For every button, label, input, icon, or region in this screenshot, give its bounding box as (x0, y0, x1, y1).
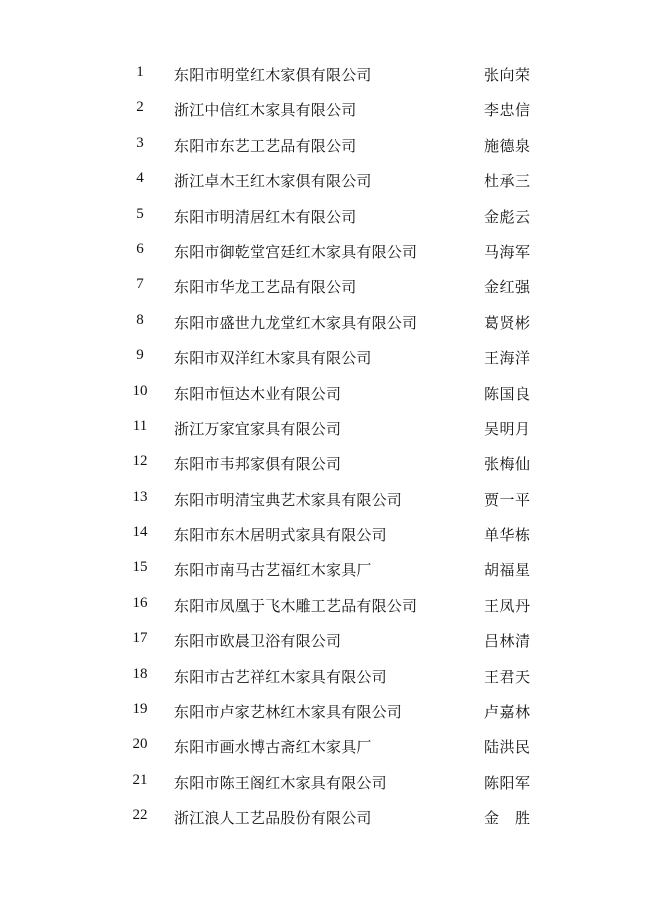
company-name: 东阳市明清居红木有限公司 (174, 207, 357, 226)
row-number: 15 (132, 559, 148, 576)
row-number: 6 (136, 240, 144, 257)
company-name: 浙江中信红木家具有限公司 (174, 101, 357, 120)
row-number: 10 (132, 382, 148, 399)
company-name: 东阳市南马古艺福红木家具厂 (174, 561, 372, 580)
person-name: 胡福星 (484, 561, 531, 580)
row-number: 22 (132, 807, 148, 824)
person-name: 杜承三 (484, 172, 531, 191)
company-name: 东阳市华龙工艺品有限公司 (174, 278, 357, 297)
row-number: 12 (132, 453, 148, 470)
company-name: 东阳市明堂红木家俱有限公司 (174, 66, 372, 84)
list-row (0, 482, 670, 517)
person-name: 单华栋 (484, 526, 531, 545)
row-number: 4 (136, 170, 144, 187)
person-name: 张梅仙 (484, 455, 531, 474)
person-name: 陈国良 (484, 384, 531, 403)
company-name: 浙江浪人工艺品股份有限公司 (174, 809, 372, 828)
person-name: 王君天 (484, 667, 531, 686)
row-number: 7 (136, 276, 144, 293)
company-name: 东阳市东木居明式家具有限公司 (174, 526, 387, 545)
person-name: 金彪云 (484, 207, 531, 226)
list-row (0, 729, 670, 764)
row-number: 17 (132, 630, 148, 647)
company-name: 浙江卓木王红木家俱有限公司 (174, 172, 372, 191)
list-row (0, 623, 670, 658)
list-row (0, 588, 670, 623)
row-number: 14 (132, 524, 148, 541)
company-name: 东阳市陈王阁红木家具有限公司 (174, 773, 387, 792)
list-row (0, 376, 670, 411)
company-name: 东阳市东艺工艺品有限公司 (174, 136, 357, 155)
person-name: 葛贤彬 (484, 313, 531, 332)
row-number: 19 (132, 701, 148, 718)
list-row (0, 269, 670, 304)
row-number: 18 (132, 665, 148, 682)
row-number: 21 (132, 771, 148, 788)
company-name: 东阳市凤凰于飞木雕工艺品有限公司 (174, 596, 418, 615)
list-row (0, 305, 670, 340)
person-name: 贾一平 (484, 490, 531, 509)
list-row (0, 552, 670, 587)
company-name: 东阳市明清宝典艺术家具有限公司 (174, 490, 403, 509)
company-name: 浙江万家宜家具有限公司 (174, 419, 342, 438)
row-number: 13 (132, 488, 148, 505)
list-row (0, 659, 670, 694)
company-name: 东阳市欧晨卫浴有限公司 (174, 632, 342, 651)
person-name: 张向荣 (484, 66, 531, 84)
row-number: 8 (136, 311, 144, 328)
company-name: 东阳市双洋红木家具有限公司 (174, 349, 372, 368)
company-name: 东阳市盛世九龙堂红木家具有限公司 (174, 313, 418, 332)
list-row (0, 57, 670, 92)
person-name: 施德泉 (484, 136, 531, 155)
company-name: 东阳市御乾堂宫廷红木家具有限公司 (174, 242, 418, 261)
company-name: 东阳市画水博古斋红木家具厂 (174, 738, 372, 757)
list-row (0, 694, 670, 729)
row-number: 3 (136, 134, 144, 151)
list-row (0, 92, 670, 127)
list-row (0, 411, 670, 446)
row-number: 11 (132, 417, 148, 434)
row-number: 16 (132, 594, 148, 611)
person-name: 吴明月 (484, 419, 531, 438)
list-row (0, 446, 670, 481)
row-number: 5 (136, 205, 144, 222)
person-name: 陈阳军 (484, 773, 531, 792)
list-row (0, 128, 670, 163)
person-name: 陆洪民 (484, 738, 531, 757)
list-row (0, 163, 670, 198)
person-name: 王海洋 (484, 349, 531, 368)
list-row (0, 800, 670, 835)
row-number: 20 (132, 736, 148, 753)
list-row (0, 234, 670, 269)
company-list (0, 57, 670, 836)
person-name: 卢嘉林 (484, 703, 531, 722)
list-row (0, 517, 670, 552)
row-number: 2 (136, 99, 144, 116)
person-name: 金 胜 (484, 809, 531, 828)
list-row (0, 340, 670, 375)
list-row (0, 199, 670, 234)
person-name: 吕林清 (484, 632, 531, 651)
person-name: 金红强 (484, 278, 531, 297)
company-name: 东阳市卢家艺林红木家具有限公司 (174, 703, 403, 722)
person-name: 王凤丹 (484, 596, 531, 615)
company-name: 东阳市古艺祥红木家具有限公司 (174, 667, 387, 686)
row-number: 9 (136, 347, 144, 364)
row-number: 1 (136, 64, 144, 80)
company-name: 东阳市恒达木业有限公司 (174, 384, 342, 403)
person-name: 马海军 (484, 242, 531, 261)
company-name: 东阳市韦邦家俱有限公司 (174, 455, 342, 474)
list-row (0, 765, 670, 800)
person-name: 李忠信 (484, 101, 531, 120)
